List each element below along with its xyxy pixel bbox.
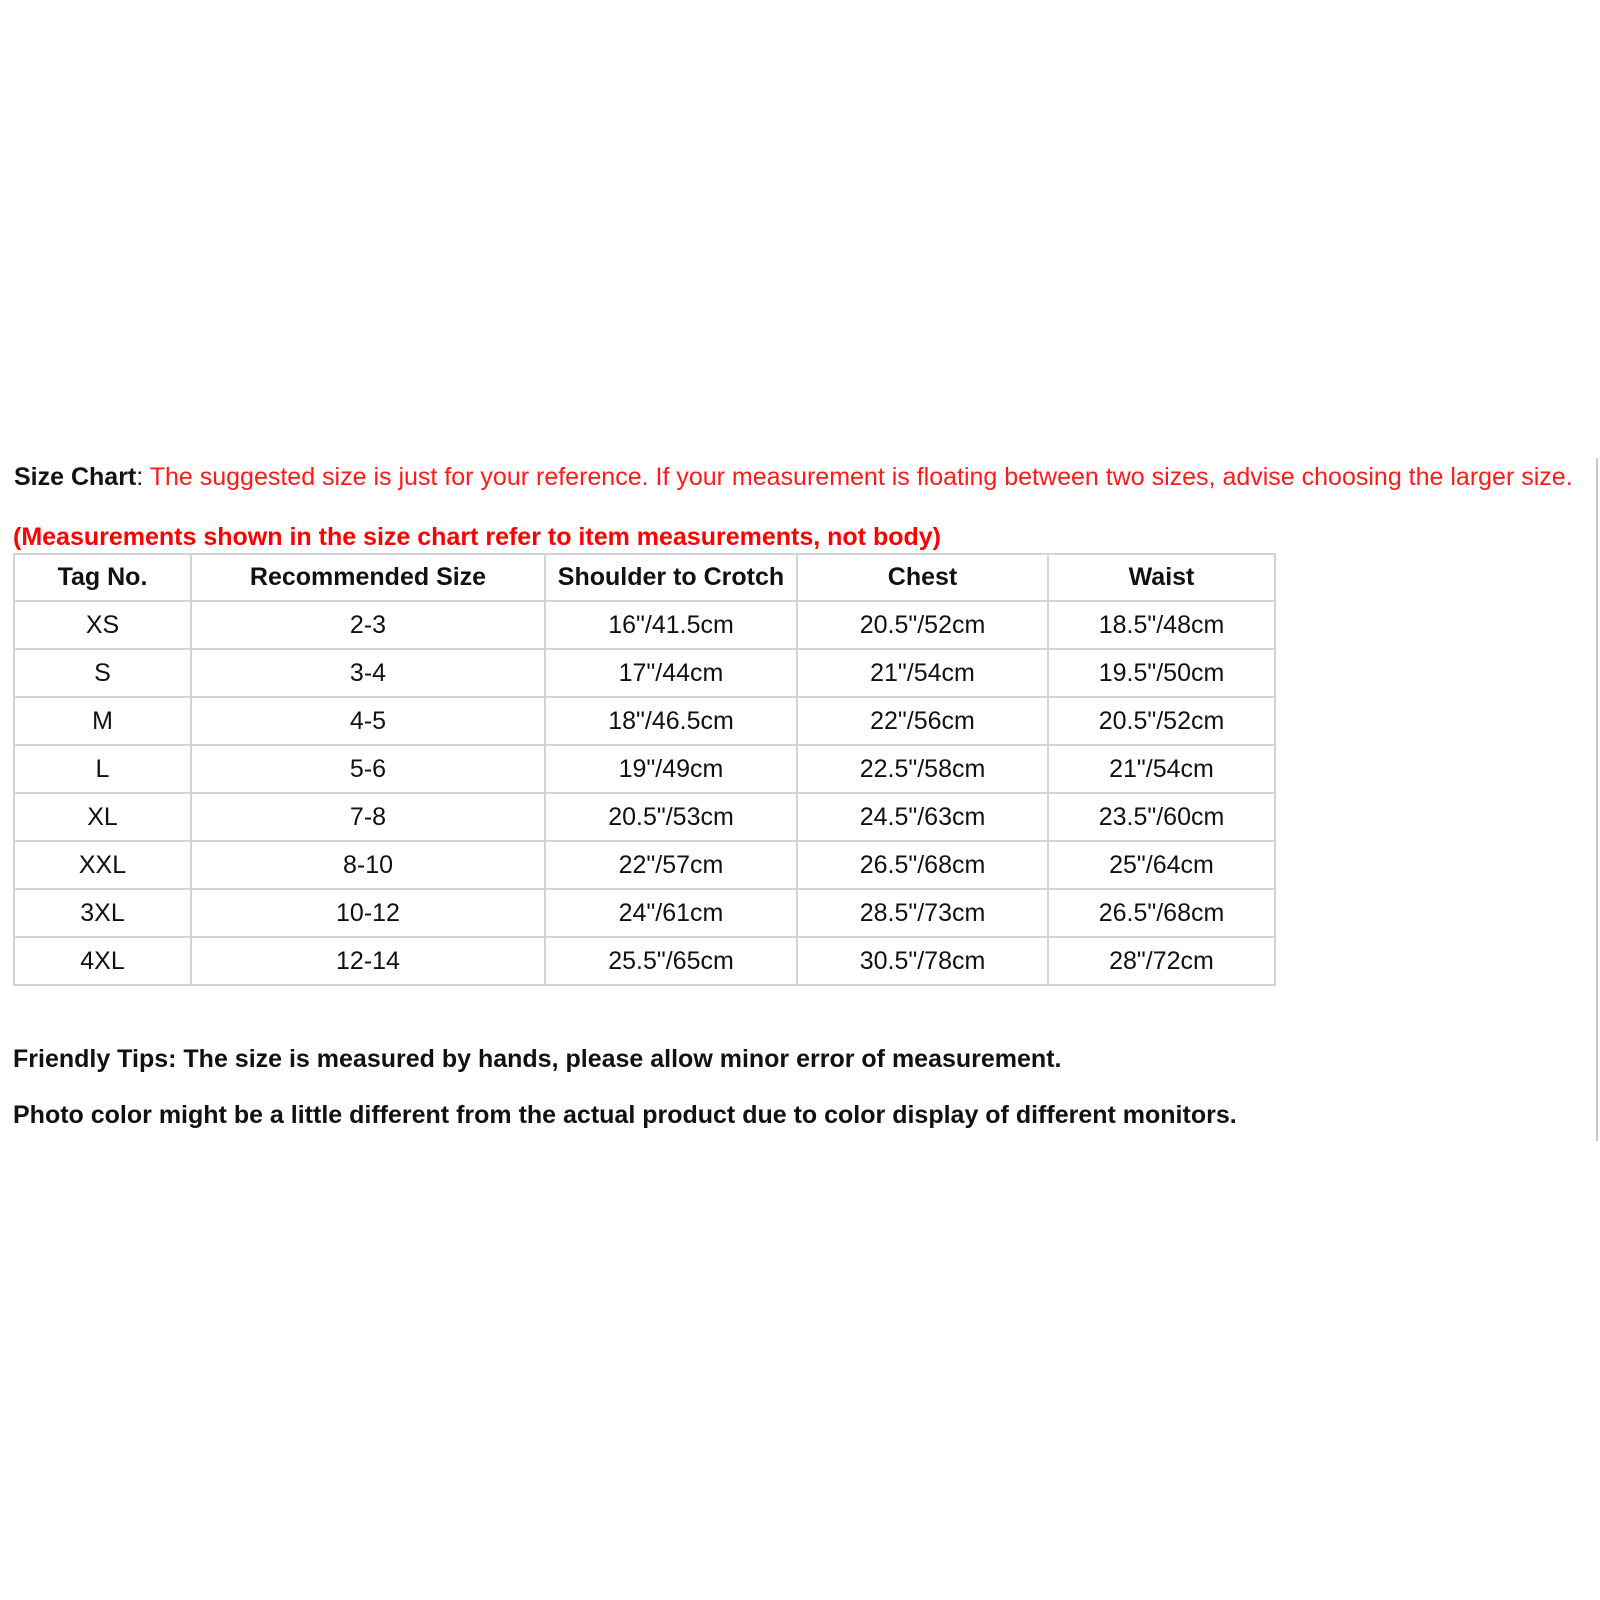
cell-tag-no: L <box>14 745 191 793</box>
cell-waist: 23.5"/60cm <box>1048 793 1275 841</box>
cell-shoulder-to-crotch: 25.5"/65cm <box>545 937 797 985</box>
cell-waist: 19.5"/50cm <box>1048 649 1275 697</box>
size-chart-lead <box>14 463 143 491</box>
cell-shoulder-to-crotch: 18"/46.5cm <box>545 697 797 745</box>
size-chart-intro-text: The suggested size is just for your reference. If your measurement is floating between two sizes, advise choosing the larger size. <box>143 463 1573 491</box>
table-row <box>14 889 1275 937</box>
cell-tag-no: 4XL <box>14 937 191 985</box>
table-row <box>14 697 1275 745</box>
cell-tag-no: 3XL <box>14 889 191 937</box>
table-row <box>14 601 1275 649</box>
cell-waist: 25"/64cm <box>1048 841 1275 889</box>
cell-waist: 28"/72cm <box>1048 937 1275 985</box>
cell-chest: 21"/54cm <box>797 649 1048 697</box>
cell-tag-no: S <box>14 649 191 697</box>
cell-waist: 26.5"/68cm <box>1048 889 1275 937</box>
cell-tag-no: XS <box>14 601 191 649</box>
size-chart-label: Size Chart <box>14 463 137 491</box>
header-waist: Waist <box>1048 554 1275 601</box>
header-chest: Chest <box>797 554 1048 601</box>
cell-recommended-size: 8-10 <box>191 841 545 889</box>
table-row <box>14 649 1275 697</box>
cell-tag-no: M <box>14 697 191 745</box>
table-header-row <box>14 554 1275 601</box>
table-row <box>14 841 1275 889</box>
size-chart-colon: : <box>136 463 144 491</box>
cell-waist: 18.5"/48cm <box>1048 601 1275 649</box>
table-row <box>14 937 1275 985</box>
cell-shoulder-to-crotch: 20.5"/53cm <box>545 793 797 841</box>
cell-recommended-size: 10-12 <box>191 889 545 937</box>
size-chart-section <box>0 458 1598 1141</box>
size-table <box>13 553 1276 986</box>
cell-recommended-size: 3-4 <box>191 649 545 697</box>
cell-recommended-size: 5-6 <box>191 745 545 793</box>
cell-chest: 20.5"/52cm <box>797 601 1048 649</box>
header-shoulder-to-crotch: Shoulder to Crotch <box>545 554 797 601</box>
friendly-tips: Friendly Tips: The size is measured by hands, please allow minor error of measurement. <box>13 1045 1062 1073</box>
table-row <box>14 793 1275 841</box>
cell-recommended-size: 2-3 <box>191 601 545 649</box>
cell-shoulder-to-crotch: 16"/41.5cm <box>545 601 797 649</box>
cell-recommended-size: 7-8 <box>191 793 545 841</box>
photo-color-note: Photo color might be a little different from the actual product due to color display of different monitors. <box>13 1101 1237 1129</box>
cell-shoulder-to-crotch: 17"/44cm <box>545 649 797 697</box>
cell-chest: 26.5"/68cm <box>797 841 1048 889</box>
cell-shoulder-to-crotch: 24"/61cm <box>545 889 797 937</box>
cell-chest: 22.5"/58cm <box>797 745 1048 793</box>
measurement-note: (Measurements shown in the size chart refer to item measurements, not body) <box>13 523 941 551</box>
cell-shoulder-to-crotch: 19"/49cm <box>545 745 797 793</box>
cell-tag-no: XL <box>14 793 191 841</box>
size-chart-intro <box>14 462 1584 492</box>
cell-recommended-size: 4-5 <box>191 697 545 745</box>
header-tag-no: Tag No. <box>14 554 191 601</box>
cell-tag-no: XXL <box>14 841 191 889</box>
header-recommended-size: Recommended Size <box>191 554 545 601</box>
cell-waist: 20.5"/52cm <box>1048 697 1275 745</box>
cell-chest: 30.5"/78cm <box>797 937 1048 985</box>
table-row <box>14 745 1275 793</box>
cell-chest: 22"/56cm <box>797 697 1048 745</box>
cell-chest: 24.5"/63cm <box>797 793 1048 841</box>
cell-recommended-size: 12-14 <box>191 937 545 985</box>
cell-shoulder-to-crotch: 22"/57cm <box>545 841 797 889</box>
cell-chest: 28.5"/73cm <box>797 889 1048 937</box>
cell-waist: 21"/54cm <box>1048 745 1275 793</box>
